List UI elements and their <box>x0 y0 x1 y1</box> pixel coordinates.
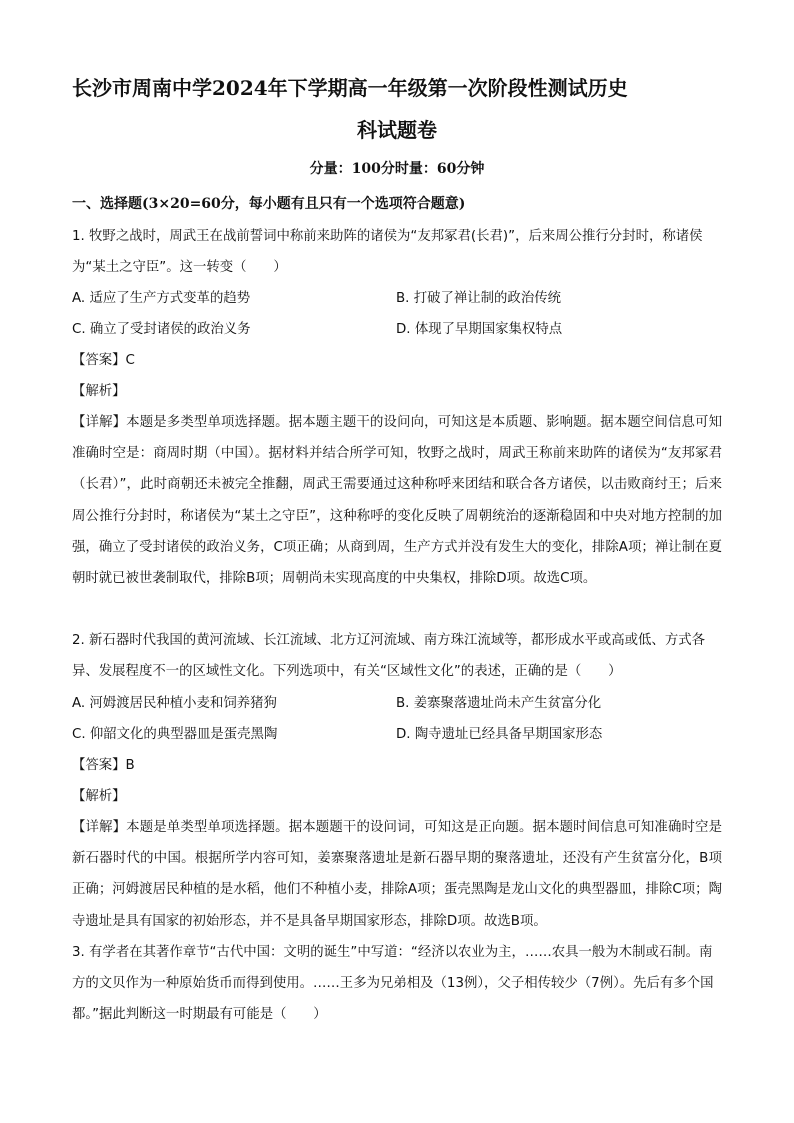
option-c: C. 确立了受封诸侯的政治义务 <box>72 322 251 337</box>
question-stem-text: 3. 有学者在其著作章节“古代中国：文明的诞生”中写道：“经济以农业为主，……农具一般为木制或石制。南方的文贝作为一种原始货币而得到使用。……王多为兄弟相及（13例），父子相传较少（7例）。先后有多个国都。”据此判断这一时期最有可能是（ ） <box>72 945 714 1022</box>
question-stem-text: 2. 新石器时代我国的黄河流域、长江流域、北方辽河流域、南方珠江流域等，都形成水平或高或低、方式各异、发展程度不一的区域性文化。下列选项中，有关“区域性文化”的表述，正确的是（ ） <box>72 633 705 679</box>
question-stem-text: 1. 牧野之战时，周武王在战前誓词中称前来助阵的诸侯为“友邦冢君(长君)”，后来周公推行分封时，称诸侯为“某土之守臣”。这一转变（ ） <box>72 229 703 275</box>
question-2-stem <box>72 625 724 687</box>
option-b: B. 姜寨聚落遗址尚未产生贫富分化 <box>396 696 602 711</box>
section-heading: 一、选择题(3×20=60分，每小题有且只有一个选项符合题意) <box>72 196 466 212</box>
option-b: B. 打破了禅让制的政治传统 <box>396 291 561 306</box>
option-d: D. 陶寺遗址已经具备早期国家形态 <box>396 727 603 742</box>
question-1-analysis-label: 【解析】 <box>72 384 126 399</box>
page-title-line2: 科试题卷 <box>357 118 437 142</box>
question-1-detail: 【详解】本题是多类型单项选择题。据本题主题干的设问向，可知这是本质题、影响题。据本题空间信息可知准确时空是：商周时期（中国）。据材料并结合所学可知，牧野之战时，周武王称前来助阵的诸侯为“友邦冢君（长君）”，此时商朝还未被完全推翻，周武王需要通过这种称呼来团结和联合各方诸侯，以击败商纣王；后来周公推行分封时，称诸侯为“某土之守臣”，这种称呼的变化反映了周朝统治的逐渐稳固和中央对地方控制的加强，确立了受封诸侯的政治义务，C项正确；从商到周，生产方式并没有发生大的变化，排除A项；禅让制在夏朝时就已被世袭制取代，排除B项；周朝尚未实现高度的中央集权，排除D项。故选C项。 <box>72 415 722 587</box>
question-2-detail: 【详解】本题是单类型单项选择题。据本题题干的设问词，可知这是正向题。据本题时间信息可知准确时空是新石器时代的中国。根据所学内容可知，姜寨聚落遗址是新石器早期的聚落遗址，还没有产生贫富分化，B项正确；河姆渡居民种植的是水稻，他们不种植小麦，排除A项；蛋壳黑陶是龙山文化的典型器皿，排除C项；陶寺遗址是具有国家的初始形态，并不是具备早期国家形态，排除D项。故选B项。 <box>72 820 722 929</box>
page-title-line1: 长沙市周南中学2024年下学期高一年级第一次阶段性测试历史 <box>72 76 628 100</box>
option-row <box>72 719 724 750</box>
question-2-analysis-label: 【解析】 <box>72 789 126 804</box>
option-row <box>72 283 724 314</box>
option-row <box>72 688 724 719</box>
question-3-stem <box>72 937 724 1030</box>
question-2-options <box>72 688 724 750</box>
question-1-stem <box>72 221 724 283</box>
option-c: C. 仰韶文化的典型器皿是蛋壳黑陶 <box>72 727 278 742</box>
option-a: A. 适应了生产方式变革的趋势 <box>72 291 251 306</box>
option-d: D. 体现了早期国家集权特点 <box>396 322 563 337</box>
option-row <box>72 314 724 345</box>
option-a: A. 河姆渡居民种植小麦和饲养猪狗 <box>72 696 277 711</box>
question-1-options <box>72 283 724 345</box>
question-1-answer: 【答案】C <box>72 353 135 368</box>
score-time-subtitle: 分量：100分时量：60分钟 <box>309 161 485 177</box>
question-2-answer: 【答案】B <box>72 758 135 773</box>
